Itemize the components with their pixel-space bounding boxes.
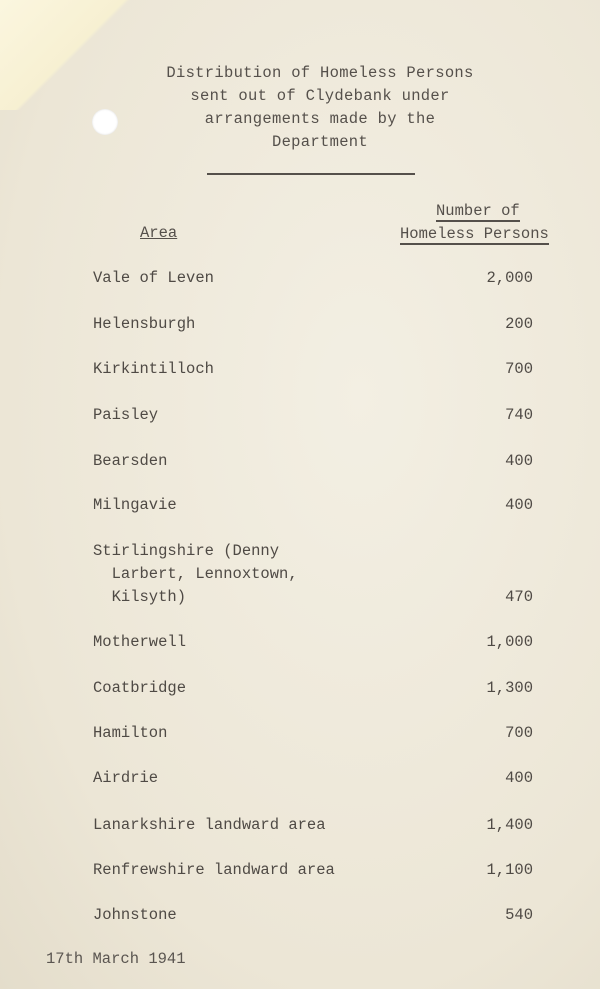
title-line: Distribution of Homeless Persons — [166, 64, 474, 82]
area-name: Motherwell — [93, 633, 187, 651]
persons-count: 1,300 — [486, 679, 533, 697]
persons-count: 400 — [505, 496, 533, 514]
title-divider — [207, 173, 415, 175]
persons-count: 700 — [505, 360, 533, 378]
area-column-header: Area — [140, 224, 178, 242]
area-name: Paisley — [93, 406, 159, 424]
persons-count: 700 — [505, 724, 533, 742]
area-name: Helensburgh — [93, 315, 196, 333]
persons-count: 1,000 — [486, 633, 533, 651]
persons-count: 200 — [505, 315, 533, 333]
persons-count: 2,000 — [486, 269, 533, 287]
title-line: Department — [271, 133, 368, 151]
area-name: Lanarkshire landward area — [93, 816, 326, 834]
area-name: Johnstone — [93, 906, 177, 924]
document-date: 17th March 1941 — [46, 950, 186, 968]
persons-count: 1,100 — [486, 861, 533, 879]
area-name: Bearsden — [93, 452, 168, 470]
area-name: Airdrie — [93, 769, 159, 787]
persons-count: 470 — [505, 588, 533, 606]
number-header-line1: Number of — [436, 202, 520, 220]
number-header-line2: Homeless Persons — [400, 225, 549, 243]
area-name: Stirlingshire (Denny Larbert, Lennoxtown, Kilsyth) — [93, 542, 298, 606]
area-name: Renfrewshire landward area — [93, 861, 335, 879]
persons-count: 400 — [505, 452, 533, 470]
title-line: sent out of Clydebank under — [190, 87, 450, 105]
persons-count: 740 — [505, 406, 533, 424]
area-name: Coatbridge — [93, 679, 187, 697]
persons-count: 540 — [505, 906, 533, 924]
persons-count: 400 — [505, 769, 533, 787]
area-name: Kirkintilloch — [93, 360, 214, 378]
number-column-header — [400, 200, 586, 246]
punch-hole — [92, 109, 118, 135]
area-name: Vale of Leven — [93, 269, 214, 287]
area-name: Hamilton — [93, 724, 168, 742]
title-line: arrangements made by the — [204, 110, 436, 128]
area-name: Milngavie — [93, 496, 177, 514]
document-title — [120, 62, 520, 154]
persons-count: 1,400 — [486, 816, 533, 834]
